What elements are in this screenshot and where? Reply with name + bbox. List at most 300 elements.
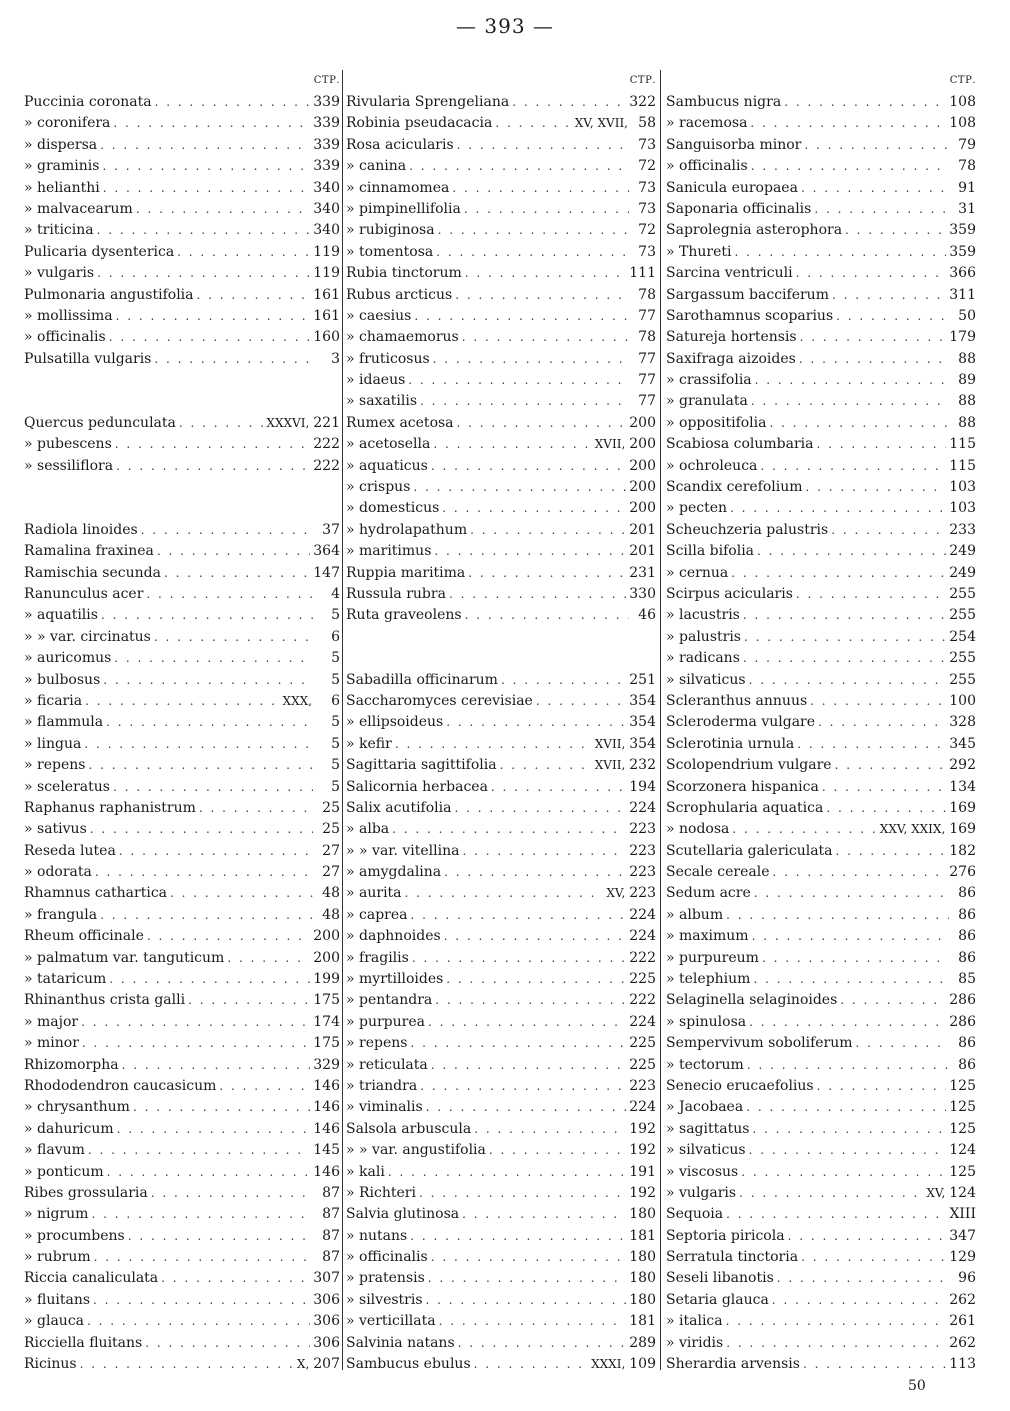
index-entry (666, 777, 976, 798)
dot-leader (803, 1354, 946, 1375)
entry-name: » kali (346, 1163, 385, 1180)
dot-leader (154, 627, 313, 648)
dot-leader (465, 605, 629, 626)
entry-name: Ricinus (24, 1356, 77, 1373)
index-entry (666, 541, 976, 562)
index-entry (346, 584, 656, 605)
entry-page-number: 181 (629, 1227, 656, 1244)
dot-leader (491, 777, 626, 798)
index-entry (666, 755, 976, 776)
index-entry (24, 113, 340, 134)
entry-page-number: 175 (313, 992, 340, 1009)
entry-name: Raphanus raphanistrum (24, 799, 196, 816)
entry-page-number: 5 (331, 757, 340, 774)
entry-name: Scabiosa columbaria (666, 436, 814, 453)
dot-leader (512, 92, 626, 113)
entry-name: Ramischia secunda (24, 564, 161, 581)
index-entry (346, 798, 656, 819)
entry-name: » album (666, 906, 724, 923)
index-entry (666, 969, 976, 990)
index-entry (346, 1247, 656, 1268)
entry-name: » flammula (24, 714, 104, 731)
index-entry (666, 477, 976, 498)
entry-page-number: 286 (949, 992, 976, 1009)
entry-page-number: 224 (629, 928, 656, 945)
index-entry (24, 969, 340, 990)
entry-page-number: 200 (313, 949, 340, 966)
dot-leader (454, 798, 626, 819)
entry-page-number: 345 (949, 735, 976, 752)
entry-name: Seseli libanotis (666, 1270, 774, 1287)
dot-leader (428, 1268, 626, 1289)
index-entry (346, 178, 656, 199)
entry-name: Sarothamnus scoparius (666, 307, 834, 324)
entry-page-number: 251 (629, 671, 656, 688)
entry-name: Sabadilla officinarum (346, 671, 498, 688)
dot-leader (82, 1033, 310, 1054)
entry-page-number: 180 (629, 1206, 656, 1223)
entry-page-number: 354 (629, 714, 656, 731)
entry-page-number: 339 (313, 136, 340, 153)
entry-name: » officinalis (666, 158, 748, 175)
dot-leader (107, 1162, 311, 1183)
entry-name: Scutellaria galericulata (666, 842, 833, 859)
dot-leader (747, 1055, 949, 1076)
dot-leader (433, 349, 629, 370)
dot-leader (836, 841, 947, 862)
index-entry (666, 819, 976, 840)
entry-page-number: 223 (629, 1077, 656, 1094)
entry-page-number: 225 (629, 1035, 656, 1052)
dot-leader (420, 1076, 626, 1097)
entry-plate-ref: XXXVI, (266, 415, 310, 430)
index-entry (24, 712, 340, 733)
entry-name: Scandix cerefolium (666, 479, 803, 496)
dot-leader (810, 691, 946, 712)
index-entry (346, 948, 656, 969)
index-entry (666, 712, 976, 733)
index-entry (24, 349, 340, 370)
entry-page-number: 328 (949, 714, 976, 731)
entry-page-number: 78 (958, 158, 976, 175)
dot-leader (773, 862, 947, 883)
entry-name: » purpurea (346, 1013, 425, 1030)
dot-leader (796, 263, 947, 284)
entry-name: » idaeus (346, 372, 406, 389)
index-entry (666, 1162, 976, 1183)
entry-page-number: 103 (949, 479, 976, 496)
entry-page-number: 262 (949, 1291, 976, 1308)
index-entry (346, 477, 656, 498)
dot-leader (749, 1012, 946, 1033)
entry-page-number: 86 (958, 1056, 976, 1073)
dot-leader (743, 648, 946, 669)
index-entry (666, 156, 976, 177)
entry-name: » canina (346, 158, 407, 175)
dot-leader (119, 841, 313, 862)
entry-plate-ref: XXXI, (591, 1357, 626, 1372)
dot-leader (435, 990, 626, 1011)
entry-page-number: 306 (313, 1313, 340, 1330)
dot-leader (755, 370, 949, 391)
entry-name: Rubia tinctorum (346, 265, 462, 282)
entry-page-number: 100 (949, 692, 976, 709)
index-entry (24, 306, 340, 327)
index-entry (666, 199, 976, 220)
index-entry (346, 1333, 656, 1354)
dot-leader (81, 1012, 310, 1033)
entry-page-number: 199 (313, 971, 340, 988)
entry-name: » caprea (346, 906, 408, 923)
dot-leader (474, 1119, 626, 1140)
index-entry (346, 883, 656, 904)
entry-name: » officinalis (24, 329, 106, 346)
dot-leader (122, 1055, 311, 1076)
entry-name: Rheum officinale (24, 928, 144, 945)
index-entry (24, 327, 340, 348)
dot-leader (227, 948, 310, 969)
entry-page-number: 125 (949, 1120, 976, 1137)
entry-name: » triandra (346, 1077, 418, 1094)
entry-name: » tomentosa (346, 243, 434, 260)
index-entry (666, 1183, 976, 1204)
entry-name: » myrtilloides (346, 971, 444, 988)
entry-name: » Thureti (666, 243, 732, 260)
dot-leader (818, 712, 946, 733)
entry-name: Puccinia coronata (24, 94, 152, 110)
index-entry (24, 135, 340, 156)
entry-page-number: 119 (313, 243, 340, 260)
entry-page-number: 222 (313, 457, 340, 474)
entry-page-number: 27 (322, 864, 340, 881)
dot-leader (116, 456, 310, 477)
entry-page-number: 221 (313, 414, 340, 431)
entry-name: Setaria glauca (666, 1291, 769, 1308)
entry-page-number: 201 (629, 543, 656, 560)
dot-leader (462, 1204, 626, 1225)
index-entry (666, 391, 976, 412)
dot-leader (797, 734, 946, 755)
dot-leader (431, 1055, 627, 1076)
entry-name: Pulsatilla vulgaris (24, 350, 152, 367)
entry-page-number: 3 (331, 350, 340, 367)
entry-page-number: 145 (313, 1142, 340, 1159)
entry-name: » aquatilis (24, 607, 98, 624)
index-entry (346, 1119, 656, 1140)
entry-page-number: 262 (949, 1334, 976, 1351)
entry-name: Sanguisorba minor (666, 136, 802, 153)
entry-page-number: 125 (949, 1163, 976, 1180)
dot-leader (100, 135, 310, 156)
dot-leader (428, 1012, 626, 1033)
dot-leader (412, 948, 626, 969)
index-entry (24, 841, 340, 862)
entry-page-number: 276 (949, 864, 976, 881)
entry-page-number: 124 (949, 1142, 976, 1159)
dot-leader (799, 349, 949, 370)
index-entry (24, 199, 340, 220)
index-entry (24, 242, 340, 263)
entry-page-number: 5 (331, 735, 340, 752)
dot-leader (801, 1247, 946, 1268)
dot-leader (94, 1247, 313, 1268)
index-entry (346, 199, 656, 220)
index-entry (24, 1226, 340, 1247)
index-entry (24, 1204, 340, 1225)
entry-page-number: 191 (629, 1163, 656, 1180)
index-entry (24, 498, 340, 519)
index-entry (666, 1226, 976, 1247)
entry-page-number: 180 (629, 1291, 656, 1308)
index-entry (666, 627, 976, 648)
entry-page-number: 78 (638, 286, 656, 303)
entry-page-number: 232 (629, 757, 656, 774)
entry-name: » frangula (24, 906, 98, 923)
dot-leader (85, 691, 279, 712)
entry-name: Ramalina fraxinea (24, 543, 154, 560)
dot-leader (199, 798, 313, 819)
entry-page-number: 46 (638, 607, 656, 624)
index-entry (24, 1333, 340, 1354)
index-entry (346, 1204, 656, 1225)
index-entry (24, 285, 340, 306)
dot-leader (431, 456, 626, 477)
entry-page-number: 359 (949, 243, 976, 260)
entry-page-number: 6 (331, 628, 340, 645)
entry-page-number: 254 (949, 628, 976, 645)
entry-name: Sanicula europaea (666, 179, 798, 196)
index-entry (666, 520, 976, 541)
entry-page-number: 5 (331, 714, 340, 731)
entry-page-number: 194 (629, 778, 656, 795)
entry-page-number: 5 (331, 778, 340, 795)
entry-name: » officinalis (346, 1249, 428, 1266)
entry-name: Rhizomorpha (24, 1056, 119, 1073)
dot-leader (161, 1268, 310, 1289)
entry-name: Rhinanthus crista galli (24, 992, 186, 1009)
entry-page-number: 354 (629, 692, 656, 709)
dot-leader (501, 670, 626, 691)
index-entry (24, 1119, 340, 1140)
dot-leader (95, 862, 313, 883)
index-entry (346, 1033, 656, 1054)
entry-name: Saprolegnia asterophora (666, 222, 843, 239)
index-entry (666, 691, 976, 712)
entry-page-number: 306 (313, 1291, 340, 1308)
page-column-header: СТР. (313, 75, 340, 86)
index-entry (346, 777, 656, 798)
index-entry (24, 456, 340, 477)
dot-leader (772, 1290, 946, 1311)
dot-leader (413, 477, 626, 498)
page-column-header: СТР. (629, 75, 656, 86)
index-entry (24, 1290, 340, 1311)
entry-name: Ranunculus acer (24, 585, 144, 602)
entry-name: » coronifera (24, 115, 111, 132)
entry-page-number: XIII (949, 1206, 976, 1223)
entry-name: » minor (24, 1035, 79, 1052)
entry-page-number: 25 (322, 799, 340, 816)
column-divider (660, 70, 661, 1370)
entry-page-number: 147 (313, 564, 340, 581)
entry-name: » triticina (24, 222, 94, 239)
entry-page-number: 6 (331, 692, 340, 709)
dot-leader (409, 156, 629, 177)
index-entry (666, 178, 976, 199)
entry-page-number: 161 (313, 307, 340, 324)
index-entry (24, 798, 340, 819)
entry-name: Sclerotinia urnula (666, 735, 795, 752)
entry-page-number: 86 (958, 906, 976, 923)
entry-page-number: 255 (949, 671, 976, 688)
entry-page-number: 224 (629, 799, 656, 816)
entry-page-number: 322 (629, 94, 656, 110)
dot-leader (88, 1140, 310, 1161)
index-entry (666, 413, 976, 434)
entry-name: » repens (346, 1035, 408, 1052)
entry-name: Rhododendron caucasicum (24, 1077, 217, 1094)
index-entry (666, 905, 976, 926)
dot-leader (133, 1097, 310, 1118)
dot-leader (726, 1311, 947, 1332)
dot-leader (760, 456, 946, 477)
index-entry (24, 584, 340, 605)
entry-name: Saccharomyces cerevisiae (346, 692, 533, 709)
entry-name: Scorzonera hispanica (666, 778, 819, 795)
entry-page-number: 77 (638, 372, 656, 389)
index-entry (346, 1097, 656, 1118)
entry-name: » silvaticus (666, 1142, 746, 1159)
entry-page-number: 125 (949, 1077, 976, 1094)
dot-leader (157, 541, 310, 562)
index-entry (24, 477, 340, 498)
dot-leader (836, 306, 949, 327)
entry-page-number: 113 (949, 1356, 976, 1373)
dot-leader (744, 627, 946, 648)
entry-page-number: 124 (949, 1184, 976, 1201)
index-entry (346, 691, 656, 712)
entry-name: » graminis (24, 158, 100, 175)
dot-leader (164, 563, 310, 584)
entry-name: » nigrum (24, 1206, 89, 1223)
index-column-1 (24, 70, 340, 1373)
dot-leader (840, 990, 946, 1011)
entry-page-number: 129 (949, 1249, 976, 1266)
entry-page-number: 364 (313, 543, 340, 560)
dot-leader (446, 969, 626, 990)
index-entry (24, 391, 340, 412)
dot-leader (388, 1162, 626, 1183)
index-entry (666, 1119, 976, 1140)
entry-page-number: 223 (629, 842, 656, 859)
dot-leader (751, 156, 949, 177)
entry-page-number: 134 (949, 778, 976, 795)
dot-leader (113, 777, 313, 798)
dot-leader (452, 178, 629, 199)
index-entry (666, 135, 976, 156)
dot-leader (446, 712, 626, 733)
index-entry (24, 605, 340, 626)
entry-page-number: 146 (313, 1120, 340, 1137)
entry-page-number: 175 (313, 1035, 340, 1052)
index-entry (346, 712, 656, 733)
dot-leader (442, 498, 626, 519)
entry-plate-ref: XXX, (282, 693, 312, 708)
dot-leader (136, 199, 310, 220)
index-entry (24, 413, 340, 434)
entry-name: Sarcina ventriculi (666, 265, 793, 282)
index-entry (666, 1247, 976, 1268)
entry-name: » odorata (24, 864, 92, 881)
dot-leader (146, 584, 313, 605)
dot-leader (80, 1354, 294, 1375)
dot-leader (93, 1290, 310, 1311)
index-entry (346, 905, 656, 926)
dot-leader (90, 819, 313, 840)
entry-name: » lacustris (666, 607, 740, 624)
entry-page-number: 27 (322, 842, 340, 859)
index-entry (346, 1268, 656, 1289)
dot-leader (109, 969, 310, 990)
index-entry (24, 1055, 340, 1076)
entry-page-number: 200 (629, 414, 656, 431)
entry-name: » dispersa (24, 136, 98, 153)
entry-name: » sceleratus (24, 778, 110, 795)
entry-page-number: 87 (322, 1249, 340, 1266)
entry-page-number: 87 (322, 1227, 340, 1244)
entry-name: Riccia canaliculata (24, 1270, 159, 1287)
index-entries (24, 92, 340, 1375)
dot-leader (155, 92, 311, 113)
index-entry (346, 541, 656, 562)
index-entry (346, 1311, 656, 1332)
dot-leader (420, 391, 629, 412)
index-entry (346, 434, 656, 455)
entry-name: Scilla bifolia (666, 543, 755, 560)
entry-name: Selaginella selaginoides (666, 992, 838, 1009)
index-entry (24, 520, 340, 541)
entry-name: » caesius (346, 307, 412, 324)
entry-name: » helianthi (24, 179, 100, 196)
index-entry (24, 434, 340, 455)
index-entry (346, 926, 656, 947)
entry-name: Rosa acicularis (346, 136, 454, 153)
entry-page-number: 115 (949, 457, 976, 474)
entry-page-number: 4 (331, 585, 340, 602)
index-entry (24, 156, 340, 177)
entry-page-number: 111 (629, 265, 656, 282)
entry-name: » domesticus (346, 500, 440, 517)
dot-leader (856, 1033, 949, 1054)
entry-page-number: 307 (313, 1270, 340, 1287)
entry-name: » nutans (346, 1227, 408, 1244)
entry-page-number: 89 (958, 372, 976, 389)
dot-leader (151, 1183, 313, 1204)
index-entry (346, 92, 656, 113)
entry-page-number: 79 (958, 136, 976, 153)
index-entry (346, 1162, 656, 1183)
index-entry (24, 1268, 340, 1289)
entry-page-number: 161 (313, 286, 340, 303)
entry-name: Pulmonaria angustifolia (24, 286, 194, 303)
entry-name: » pecten (666, 500, 728, 517)
entry-page-number: 37 (322, 521, 340, 538)
dot-leader (410, 1226, 626, 1247)
entry-name: Scirpus acicularis (666, 585, 793, 602)
dot-leader (801, 178, 949, 199)
entry-name: » daphnoides (346, 928, 441, 945)
index-entry (24, 1012, 340, 1033)
